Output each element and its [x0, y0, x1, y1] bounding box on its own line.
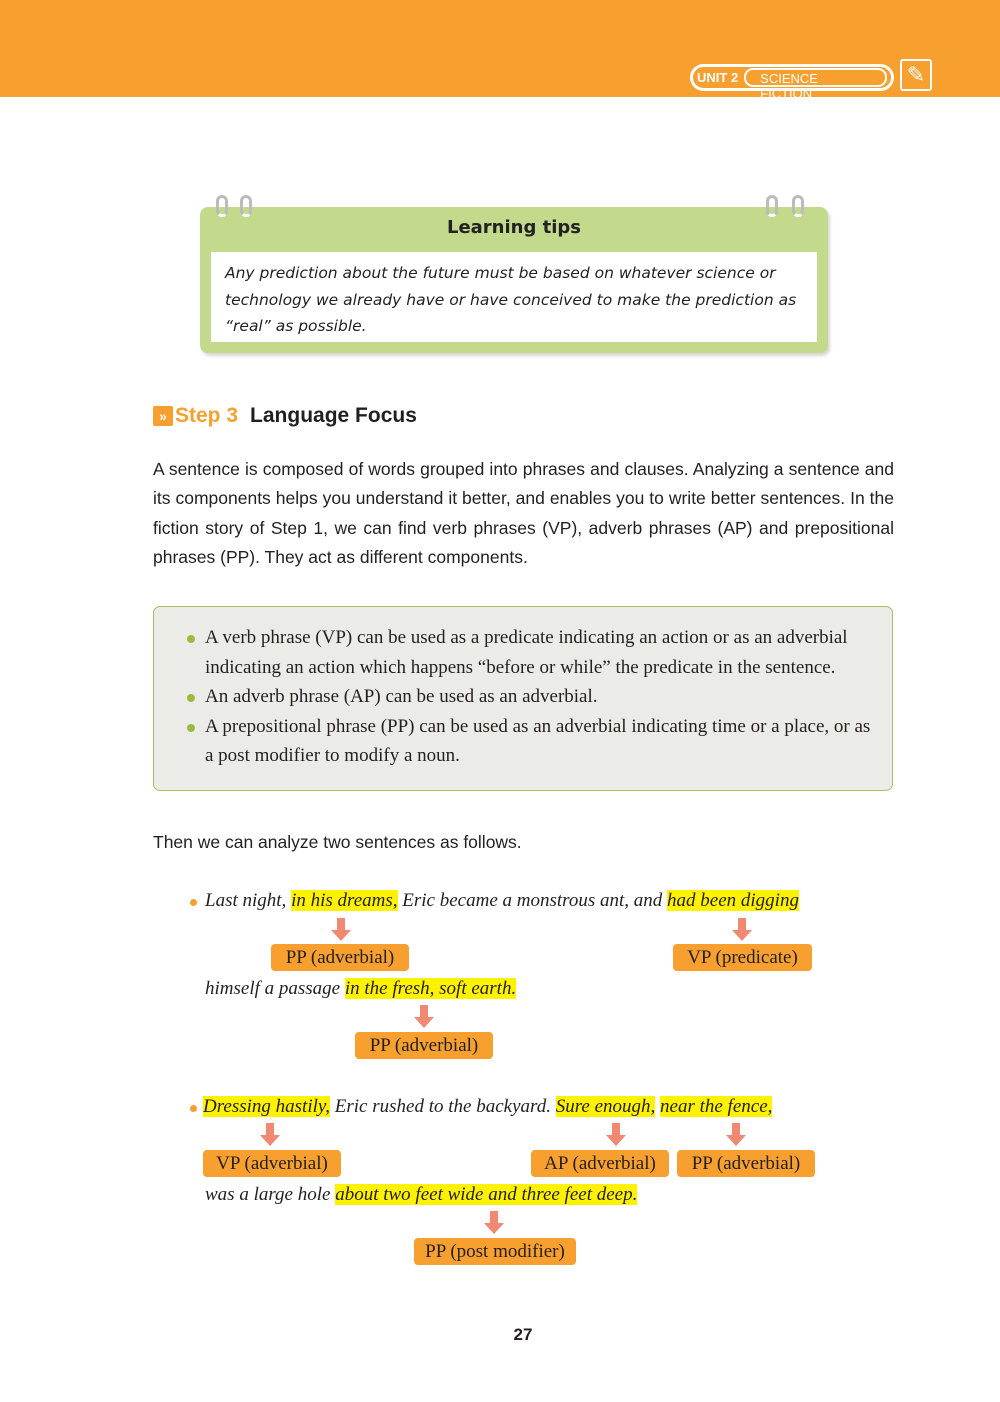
rule-item: An adverb phrase (AP) can be used as an adverbial.	[186, 682, 872, 712]
ring-icon	[792, 195, 804, 217]
intro-paragraph: A sentence is composed of words grouped into phrases and clauses. Analyzing a sentence and its components helps you understand it better, and enables you to write better sentences. In the fiction story of Step 1, we can find verb phrases (VP), adverb phrases (AP) and prepositional phrases (PP). They act as different components.	[153, 459, 894, 567]
ring-icon	[216, 195, 228, 217]
phrase-label: PP (adverbial)	[271, 944, 409, 971]
page-header	[0, 0, 1000, 101]
ring-icon	[766, 195, 778, 217]
rule-item: A prepositional phrase (PP) can be used as an adverbial indicating time or a place, or as a post modifier to modify a noun.	[186, 712, 872, 771]
text: was a large hole	[205, 1184, 336, 1205]
tips-text: Any prediction about the future must be based on whatever science or technology we already have or have conceived to make the prediction as “real” as possible.	[211, 252, 817, 342]
transition-text: Then we can analyze two sentences as follows.	[153, 832, 522, 852]
unit-badge	[690, 64, 894, 101]
page-number: 27	[513, 1325, 533, 1344]
phrase-label: VP (adverbial)	[203, 1150, 341, 1177]
step-number: Step 3	[175, 404, 239, 427]
rule-item: A verb phrase (VP) can be used as a predicate indicating an action or as an adverbial indicating an action which happens “before or while” the predicate in the sentence.	[186, 623, 872, 682]
tips-title: Learning tips	[446, 217, 582, 238]
double-chevron-icon: »	[153, 406, 173, 426]
highlight: in his dreams,	[291, 890, 398, 911]
sentence2-line2	[205, 1184, 637, 1206]
phrase-label: VP (predicate)	[673, 944, 812, 971]
rules-box	[153, 606, 893, 791]
bullet-icon	[190, 1105, 197, 1112]
pen-icon: ✎	[900, 59, 932, 91]
ring-icon	[240, 195, 252, 217]
learning-tips-box	[200, 207, 828, 353]
highlight: in the fresh, soft earth.	[344, 978, 517, 999]
phrase-label: PP (adverbial)	[677, 1150, 815, 1177]
text: Eric became a monstrous ant, and	[397, 890, 668, 911]
section-label: SCIENCE FICTION	[744, 68, 887, 87]
sentence1-line2	[205, 978, 516, 1000]
text: Last night,	[205, 890, 292, 911]
phrase-label: PP (adverbial)	[355, 1032, 493, 1059]
unit-label: UNIT 2	[697, 70, 739, 85]
phrase-label: PP (post modifier)	[414, 1238, 576, 1265]
step-title: Language Focus	[250, 404, 417, 427]
bullet-icon	[190, 899, 197, 906]
highlight: near the fence,	[660, 1096, 773, 1117]
phrase-label: AP (adverbial)	[531, 1150, 669, 1177]
text: Eric rushed to the backyard.	[330, 1096, 556, 1117]
highlight: Sure enough,	[555, 1096, 656, 1117]
highlight: had been digging	[667, 890, 799, 911]
highlight: about two feet wide and three feet deep.	[335, 1184, 638, 1205]
highlight: Dressing hastily,	[203, 1096, 331, 1117]
section-heading	[153, 404, 417, 428]
text: himself a passage	[205, 978, 345, 999]
sentence2-line1	[203, 1096, 772, 1118]
sentence1-line1	[205, 890, 799, 912]
